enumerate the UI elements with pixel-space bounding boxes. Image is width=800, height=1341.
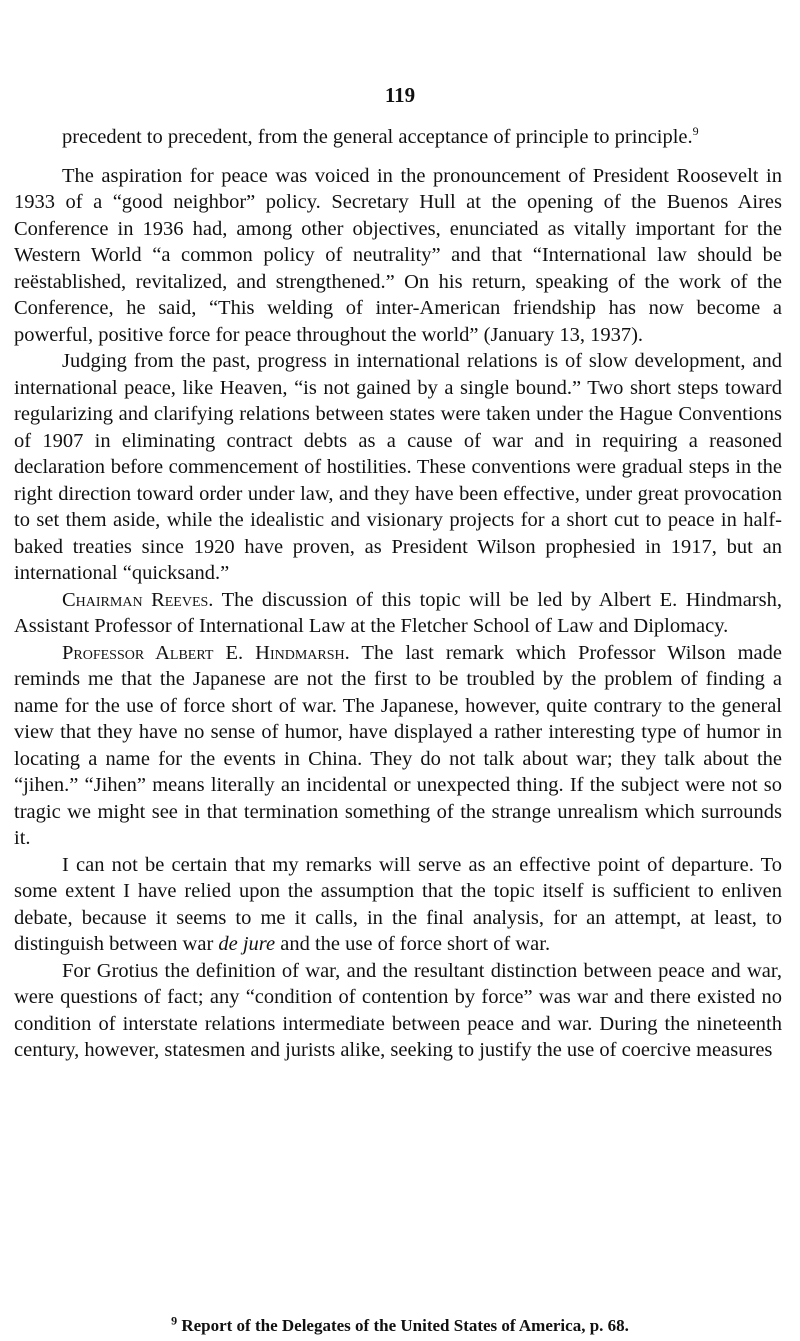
paragraph: For Grotius the definition of war, and the resultant distinction between peace and war, were questions of fact; any “condition of contention by force” was war and there existed no condition of interstate relations intermediate between peace and war. During the nineteenth century, however, statesmen and jurists alike, seeking to justify the use of coercive measures [14, 959, 782, 1061]
paragraph-text: precedent to precedent, from the general acceptance of principle to principle. [62, 126, 693, 148]
italic-term: de jure [218, 933, 276, 955]
paragraph [14, 852, 782, 958]
speaker-name: Professor Albert E. Hindmarsh. [62, 641, 350, 664]
paragraph-speaker-hindmarsh [14, 640, 782, 852]
paragraph: The aspiration for peace was voiced in the pronouncement of President Roosevelt in 1933 of a “good neighbor” policy. Secretary Hull at the opening of the Buenos Aires Conference in 1936 had, among other objectives, enunciated as vitally important for the Western World “a common policy of neutrality” and that “International law should be reëstablished, revitalized, and strengthened.” On his return, speaking of the work of the Conference, he said, “This welding of inter-American friendship has now become a powerful, positive force for peace throughout the world” (January 13, 1937). [14, 164, 782, 346]
paragraph-continuation [14, 124, 782, 151]
paragraph: Judging from the past, progress in international relations is of slow development, and international peace, like Heaven, “is not gained by a single bound.” Two short steps toward regularizing and clarifying relations between states were taken under the Hague Conventions of 1907 in eliminating contract debts as a cause of war and in requiring a reasoned declaration before commencement of hostilities. These conventions were gradual steps in the right direction toward order under law, and they have been effective, under great provocation to set them aside, while the idealistic and visionary projects for a short cut to peace in half-baked treaties since 1920 have proven, as President Wilson prophesied in 1917, but an international “quicksand.” [14, 350, 782, 584]
footnote-text: Report of the Delegates of the United States of America, p. 68. [181, 1316, 629, 1335]
body-text [14, 124, 782, 1064]
paragraph-text-end: and the use of force short of war. [280, 933, 551, 955]
paragraph-text: The last remark which Professor Wilson made reminds me that the Japanese are not the first to be troubled by the problem of finding a name for the use of force short of war. The Japanese, however, quite contrary to the general view that they have no sense of humor, have displayed a rather interesting type of humor in locating a name for the events in China. They do not talk about war; they talk about the “jihen.” “Jihen” means literally an incidental or unexpected thing. If the subject were not so tragic we might see in that termination something of the strange unrealism which surrounds it. [14, 641, 782, 849]
page-number: 119 [384, 83, 416, 107]
footnote [0, 1313, 800, 1336]
speaker-name: Chairman Reeves. [62, 588, 214, 611]
paragraph-speaker-reeves [14, 587, 782, 640]
footnote-mark: 9 [171, 1313, 178, 1328]
paragraph-text: I can not be certain that my remarks will serve as an effective point of departure. To some extent I have relied upon the assumption that the topic itself is sufficient to enliven debate, because it seems to me it calls, in the final analysis, for an attempt, at least, to distinguish between war [14, 853, 782, 955]
paragraph-text: The discussion of this topic will be led by Albert E. Hindmarsh, Assistant Professor of International Law at the Fletcher School of Law and Diplomacy. [14, 588, 782, 637]
footnote-reference: 9 [692, 124, 699, 139]
